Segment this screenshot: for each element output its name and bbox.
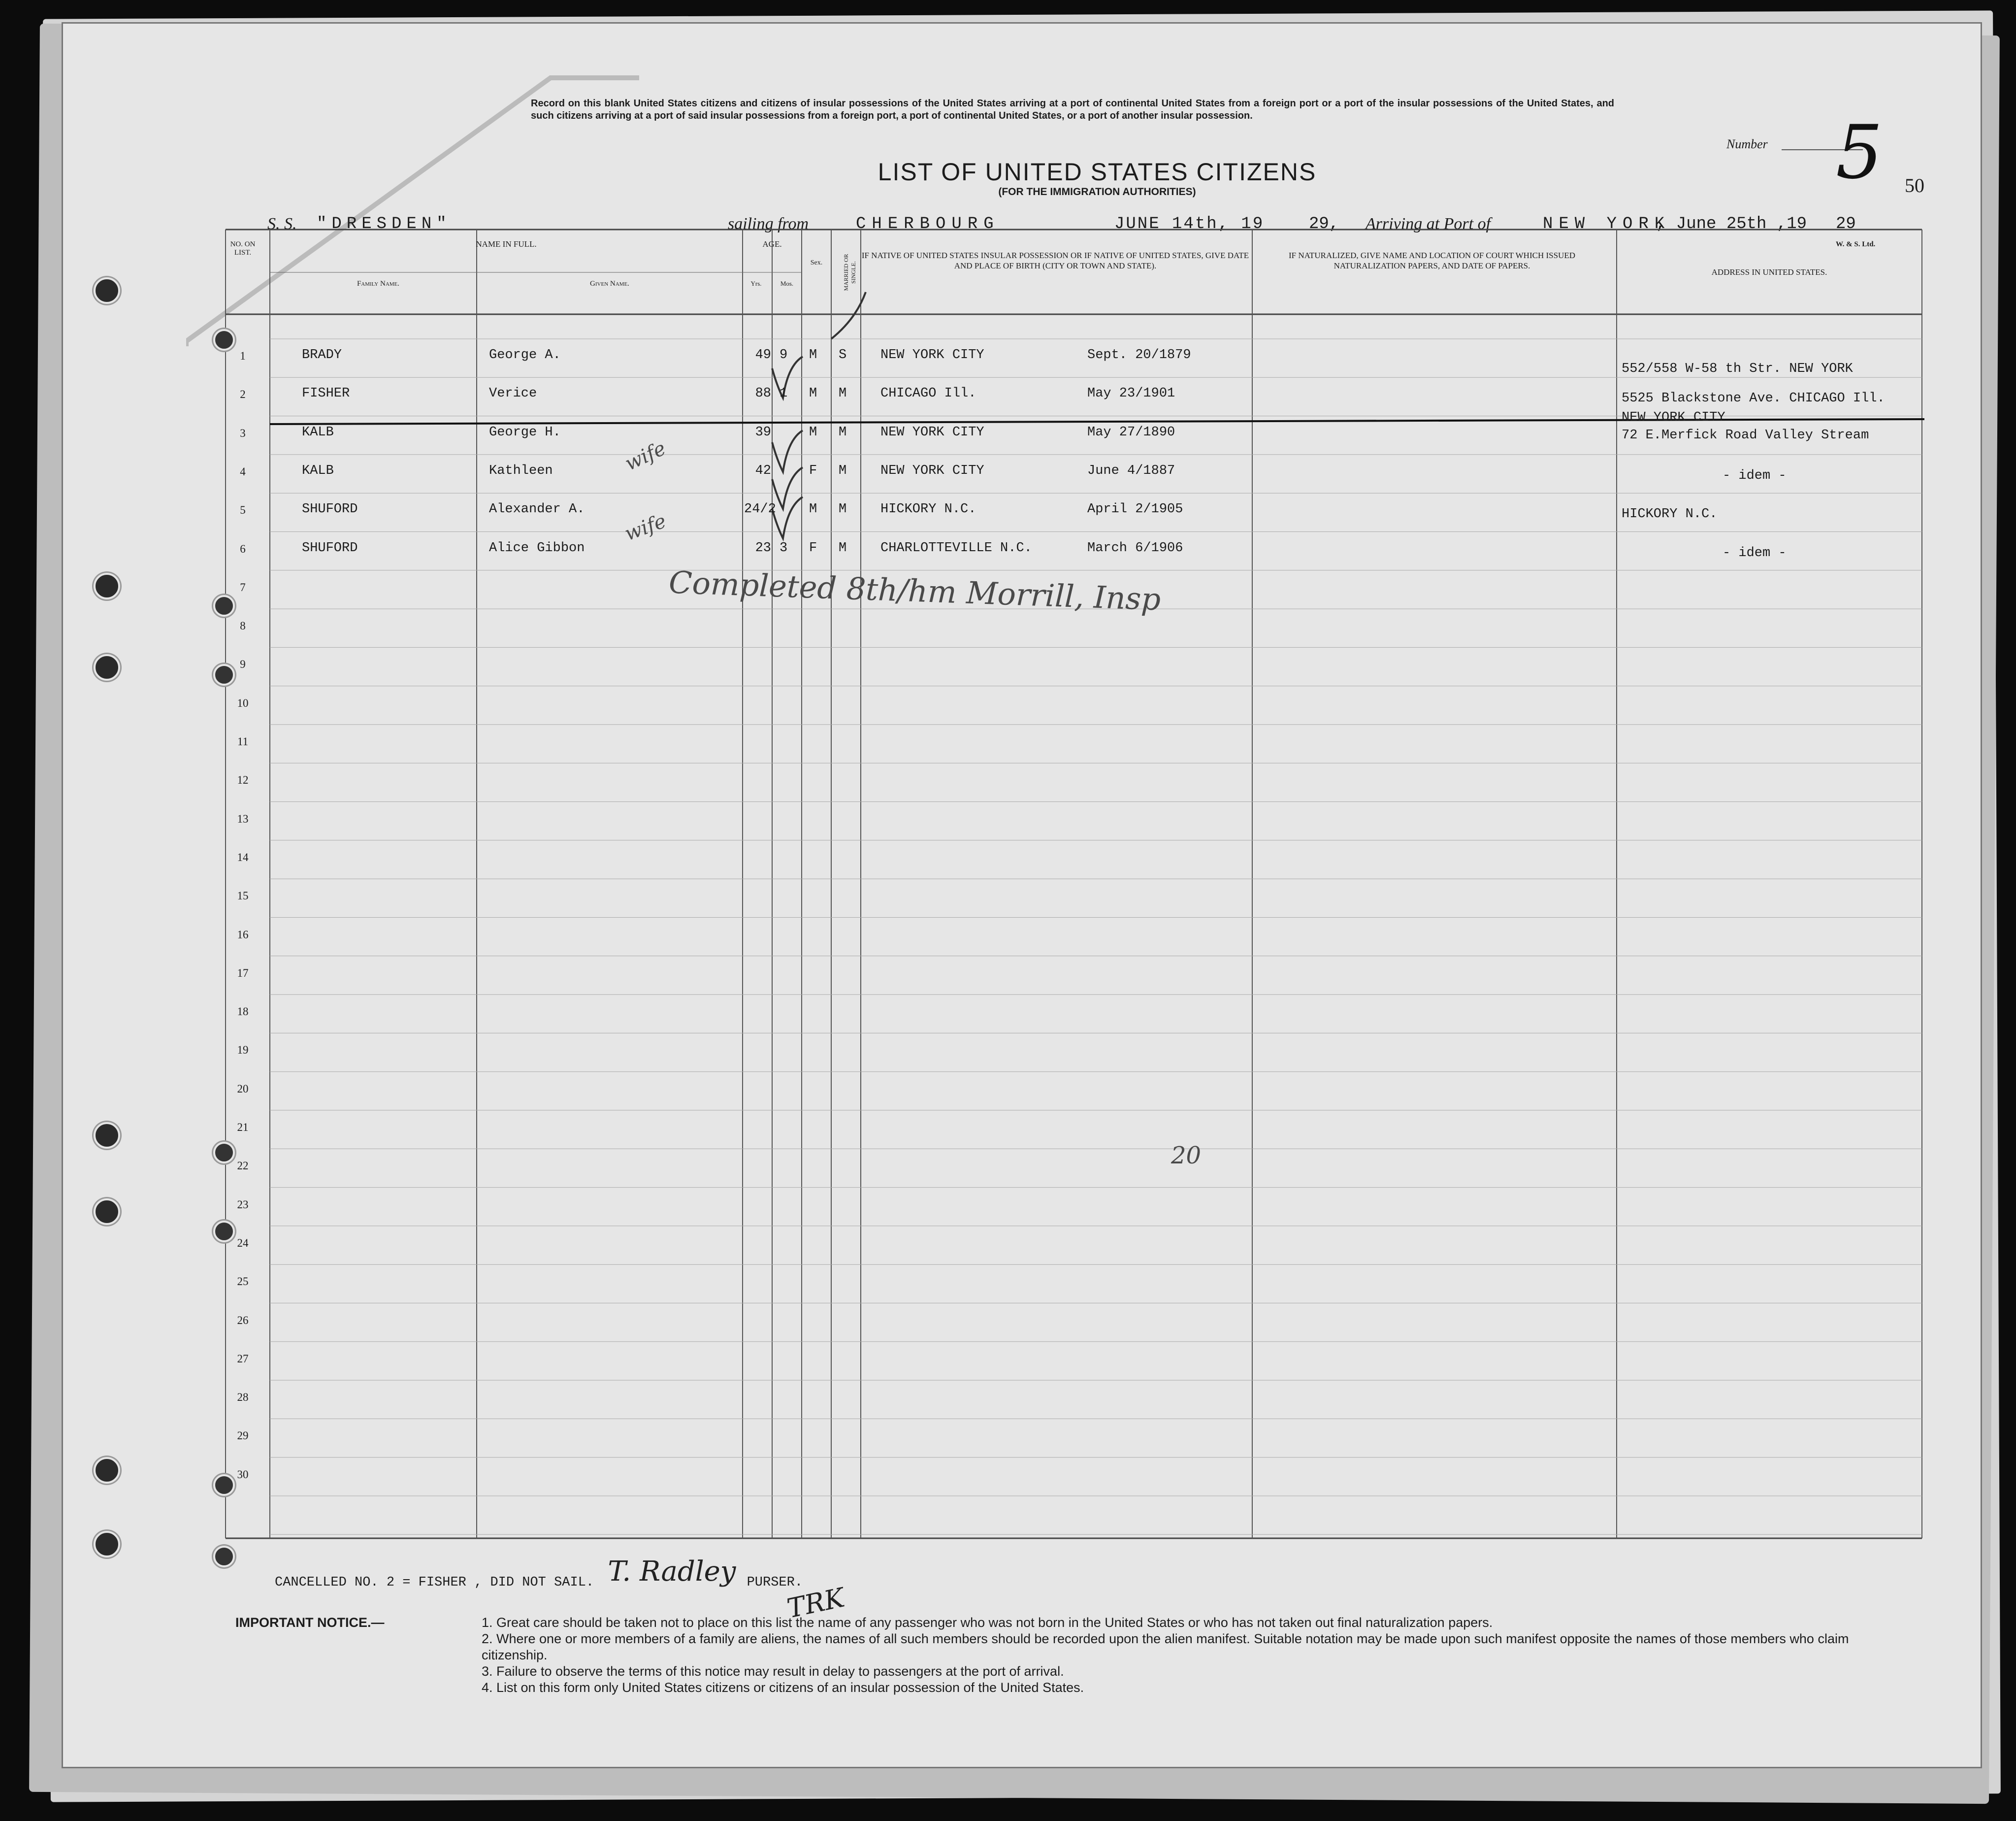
row-number: 2	[240, 388, 246, 401]
manifest-page	[62, 22, 1982, 1768]
row-number: 27	[237, 1352, 249, 1365]
age-years: 42	[755, 463, 771, 478]
col-name-header: NAME IN FULL.	[476, 239, 537, 249]
given-name: Alice Gibbon	[489, 540, 585, 556]
marital-status: M	[839, 386, 847, 401]
row-number: 16	[237, 928, 249, 941]
birthplace: HICKORY N.C.	[880, 502, 976, 517]
row-number: 28	[237, 1391, 249, 1404]
row-number: 14	[237, 851, 249, 863]
birthplace: NEW YORK CITY	[880, 348, 984, 363]
col-no-header: NO. ON LIST.	[230, 240, 256, 257]
family-name: FISHER	[302, 386, 350, 401]
family-name: SHUFORD	[302, 540, 358, 556]
row-number: 4	[240, 465, 246, 478]
row-number: 6	[240, 542, 246, 555]
row-number: 3	[240, 427, 246, 439]
page-subtitle: (FOR THE IMMIGRATION AUTHORITIES)	[998, 186, 1196, 198]
col-age-header: AGE.	[762, 239, 782, 249]
birth-date: May 23/1901	[1087, 386, 1175, 401]
punch-hole	[213, 1221, 235, 1242]
marital-status: S	[839, 348, 847, 363]
marital-status: M	[839, 502, 847, 517]
row-number: 17	[237, 966, 249, 979]
printer-mark: W. & S. Ltd.	[1836, 240, 1876, 248]
row-number: 24	[237, 1236, 249, 1249]
birthplace: CHICAGO Ill.	[880, 386, 976, 401]
birth-date: April 2/1905	[1087, 502, 1183, 517]
initials-annotation: TRK	[784, 1582, 847, 1624]
punch-hole	[94, 654, 120, 681]
sailing-from-label: sailing from	[728, 215, 809, 233]
col-birthplace-header: IF NATIVE OF UNITED STATES INSULAR POSSESSION OR IF NATIVE OF UNITED STATES, GIVE DATE AND PLACE OF BIRTH (CITY OR TOWN AND STATE).	[861, 251, 1249, 270]
row-number: 9	[240, 658, 246, 671]
row-number: 11	[237, 735, 249, 748]
notice-item: 1. Great care should be taken not to place on this list the name of any passenger who was not born in the United States or who has not taken out final naturalization papers.	[482, 1615, 1493, 1630]
notice-item: 3. Failure to observe the terms of this notice may result in delay to passengers at the port of arrival.	[482, 1664, 1064, 1679]
check-mark	[772, 430, 803, 472]
sex: M	[809, 348, 817, 363]
family-name: KALB	[302, 463, 334, 478]
family-name: KALB	[302, 425, 334, 440]
row-number: 30	[237, 1468, 249, 1481]
age-years: 23	[755, 540, 771, 556]
given-name: George H.	[489, 425, 561, 440]
notice-item: 4. List on this form only United States citizens or citizens of an insular possession of the United States.	[482, 1680, 1084, 1695]
row-number: 13	[237, 812, 249, 825]
birthplace: CHARLOTTEVILLE N.C.	[880, 540, 1032, 556]
row-number: 23	[237, 1198, 249, 1211]
address: - idem -	[1723, 468, 1787, 483]
punch-hole	[213, 1142, 235, 1163]
margin-number: 20	[1171, 1142, 1202, 1169]
notice-item: 2. Where one or more members of a family are aliens, the names of all such members should be recorded upon the alien manifest. Suitable notation may be made upon such manifest opposite the names of those members who claim citizenship.	[482, 1631, 1849, 1662]
birth-date: Sept. 20/1879	[1087, 348, 1191, 363]
row-number: 8	[240, 620, 246, 632]
family-name: BRADY	[302, 348, 342, 363]
col-naturalized-header: IF NATURALIZED, GIVE NAME AND LOCATION OF COURT WHICH ISSUED NATURALIZATION PAPERS, AND DATE OF PAPERS.	[1288, 251, 1575, 270]
address: NEW YORK CITY	[1622, 410, 1725, 425]
row-number: 26	[237, 1314, 249, 1326]
row-number: 10	[237, 696, 249, 709]
row-number: 15	[237, 890, 249, 902]
punch-hole	[213, 664, 235, 686]
col-given-header: Given Name.	[590, 280, 629, 288]
punch-hole	[213, 1546, 235, 1567]
col-family-header: Family Name.	[357, 280, 400, 288]
row-number: 1	[240, 350, 246, 362]
marital-status: M	[839, 540, 847, 556]
age-years: 88	[755, 386, 771, 401]
sheet-number: 5	[1836, 110, 1883, 196]
address: 552/558 W-58 th Str. NEW YORK	[1622, 362, 1853, 376]
row-number: 21	[237, 1121, 249, 1133]
col-yrs-header: Yrs.	[750, 280, 762, 287]
col-address-header: ADDRESS IN UNITED STATES.	[1711, 267, 1827, 277]
age-years: 39	[755, 425, 771, 440]
ship-prefix: S. S.	[267, 215, 297, 233]
family-name: SHUFORD	[302, 502, 358, 517]
row-number: 20	[237, 1082, 249, 1095]
page-number: 50	[1905, 174, 1924, 197]
col-married-header: MARRIED OR SINGLE.	[843, 254, 857, 291]
punch-hole	[213, 1474, 235, 1496]
row-number: 22	[237, 1159, 249, 1172]
important-notice-list	[482, 1615, 1910, 1696]
age-years: 24/2	[744, 502, 776, 517]
arrival-year: 29	[1836, 215, 1856, 233]
important-notice-lead: IMPORTANT NOTICE.—	[235, 1615, 385, 1630]
header-instructions: Record on this blank United States citizens and citizens of insular possessions of the United States arriving at a port of continental United States from a foreign port or a port of the insular possessions of the United States, and such citizens arriving at a port of said insular possessions from a foreign port, a port of continental United States, or a port of another insular possession.	[531, 98, 1614, 121]
address: HICKORY N.C.	[1622, 507, 1718, 522]
sex: F	[809, 463, 817, 478]
row-number: 25	[237, 1275, 249, 1288]
given-name: George A.	[489, 348, 561, 363]
col-sex-header: Sex.	[810, 259, 823, 266]
punch-hole	[94, 1122, 120, 1149]
punch-hole	[94, 1457, 120, 1484]
sailing-from-port: CHERBOURG	[856, 215, 1000, 233]
completed-annotation: Completed 8th/hm Morrill, Insp	[668, 564, 1162, 618]
row-number: 12	[237, 774, 249, 787]
punch-hole	[94, 1198, 120, 1225]
wife-annotation: wife	[621, 509, 669, 546]
row-number: 7	[240, 581, 246, 594]
punch-hole	[213, 595, 235, 617]
birth-date: May 27/1890	[1087, 425, 1175, 440]
given-name: Kathleen	[489, 463, 553, 478]
purser-label: PURSER.	[747, 1575, 803, 1590]
given-name: Verice	[489, 386, 537, 401]
wife-annotation: wife	[621, 437, 670, 475]
purser-signature: T. Radley	[608, 1556, 736, 1588]
arrival-port: NEW YORK	[1543, 215, 1671, 233]
sex: M	[809, 502, 817, 517]
sex: M	[809, 425, 817, 440]
row-number: 19	[237, 1044, 249, 1057]
birthplace: NEW YORK CITY	[880, 463, 984, 478]
arrival-date: , June 25th ,19	[1656, 215, 1807, 233]
ship-name: "DRESDEN"	[317, 215, 452, 233]
birthplace: NEW YORK CITY	[880, 425, 984, 440]
row-number: 29	[237, 1429, 249, 1442]
marital-status: M	[839, 463, 847, 478]
punch-hole	[213, 329, 235, 351]
row-number: 18	[237, 1005, 249, 1018]
row-number: 5	[240, 504, 246, 517]
age-months: 1	[780, 386, 788, 401]
given-name: Alexander A.	[489, 502, 585, 517]
check-mark	[772, 497, 803, 538]
sex: M	[809, 386, 817, 401]
col-mos-header: Mos.	[780, 280, 794, 287]
age-years: 49	[755, 348, 771, 363]
cancellation-note	[275, 1556, 803, 1592]
number-label: Number	[1726, 137, 1768, 151]
cancellation-text: CANCELLED NO. 2 = FISHER , DID NOT SAIL.	[275, 1575, 594, 1590]
address: - idem -	[1723, 545, 1787, 561]
age-months: 9	[780, 348, 788, 363]
punch-hole	[94, 277, 120, 304]
page-title: LIST OF UNITED STATES CITIZENS	[878, 158, 1317, 186]
address: 5525 Blackstone Ave. CHICAGO Ill.	[1622, 391, 1885, 406]
arriving-label: Arriving at Port of	[1366, 215, 1491, 233]
sex: F	[809, 540, 817, 556]
punch-hole	[94, 573, 120, 599]
departure-year: 29,	[1309, 215, 1339, 233]
check-mark	[772, 467, 803, 509]
age-months: 3	[780, 540, 788, 556]
birth-date: June 4/1887	[1087, 463, 1175, 478]
marital-status: M	[839, 425, 847, 440]
punch-hole	[94, 1531, 120, 1557]
departure-date: JUNE 14th, 19	[1114, 215, 1265, 233]
address-line-2: 72 E.Merfick Road Valley Stream	[1622, 428, 1869, 443]
birth-date: March 6/1906	[1087, 540, 1183, 556]
